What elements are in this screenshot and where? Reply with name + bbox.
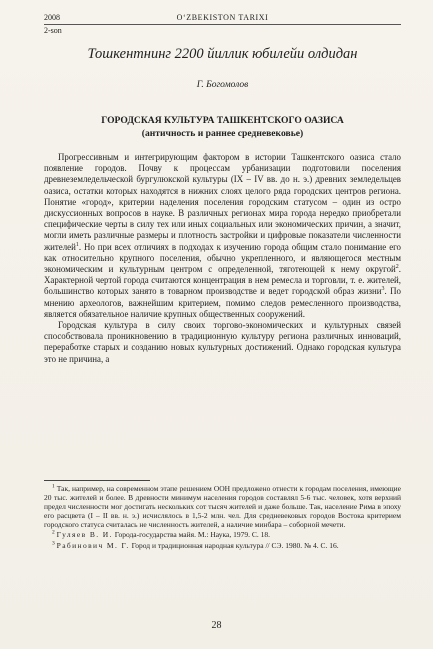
article-author: Г. Богомолов bbox=[196, 80, 249, 90]
footnote-3: $^3$ Рабинович М. Г. Город и традиционная народная культура // СЭ. 1980. № 4. С. 16. bbox=[52, 540, 339, 550]
footnote-3-author: Рабинович М. Г. bbox=[56, 540, 130, 550]
running-head bbox=[44, 13, 401, 25]
footnote-2-author: Гуляев В. И. bbox=[56, 530, 113, 540]
article-title bbox=[44, 114, 401, 140]
running-head-issue: 2-son bbox=[44, 26, 62, 35]
footnote-1: $^1$ Так, например, на современном этапе решением ООН предложено отнести к городам поселения, имеющие 20 тыс. жителей и более. В древности минимум населения городов составлял 5-6 тыс. человек, хотя верхний предел численности мог достигать нескольких сот тысяч жителей и даже больше. Так, население Рима в эпоху его расцвета (I – II вв. н. э.) исчислялось в 1,5-2 млн. чел. Для средневековых городов Востока критерием городского статуса считалась не численность жителей, а наличие минбара – соборной мечети. bbox=[44, 483, 401, 530]
article-body bbox=[44, 152, 401, 365]
footnote-ref-3[interactable]: 3 bbox=[381, 286, 385, 293]
section-title: Тошкентнинг 2200 йиллик юбилейи олдидан bbox=[87, 46, 358, 62]
footnote-divider bbox=[44, 480, 150, 481]
paragraph-2: Городская культура в силу своих торгово-экономических и культурных связей способствовала проникновению в традиционную культуру региона различных инноваций, переработке старых и созданию новых культурных достижений. Однако городская культура это не причина, а bbox=[44, 320, 401, 364]
article-title-main: ГОРОДСКАЯ КУЛЬТУРА ТАШКЕНТСКОГО ОАЗИСА bbox=[101, 115, 344, 126]
footnote-ref-1[interactable]: 1 bbox=[75, 241, 79, 248]
page-number: 28 bbox=[211, 620, 222, 631]
running-head-year: 2008 bbox=[44, 13, 60, 22]
footnote-2: $^2$ Гуляев В. И. Города-государства майя. М.: Наука, 1979. С. 18. bbox=[52, 529, 270, 540]
footnotes bbox=[44, 484, 401, 551]
paragraph-1: Прогрессивным и интегрирующим фактором в истории Ташкентского оазиса стало появление городов. Почву к процессам урбанизации подготовили поселения древнеземледельческой бургулюкской культуры (IX – IV вв. до н. э.) древних земледельцев оазиса, остатки которых находятся в нижних слоях целого ряда городских центров региона. Понятие «город», критерии наделения поселения городским статусом – один из остро дискуссионных вопросов в науке. В различных регионах мира города нередко приобретали специфические черты в силу тех или иных социальных или экономических причин, а значит, могли иметь различные размеры и плотность застройки и цифровые показатели численности жителей$^1$. Но при всех отличиях в подходах к изучению города общим стало понимание его как относительно крупного поселения, обычно укрепленного, и являющегося местным экономическим и культурным центром с определенной, тяготеющей к нему округой$^2$. Характерной чертой города считаются концентрация в нем ремесла и торговли, т. е. жителей, большинство которых занято в товарном производстве и ведет городской образ жизни$^3$. По мнению археологов, важнейшим критерием, помимо следов ремесленного производства, является обязательное наличие крупных общественных сооружений. bbox=[44, 152, 401, 319]
footnote-ref-2[interactable]: 2 bbox=[395, 264, 399, 271]
article-title-subtitle: (античность и раннее средневековье) bbox=[141, 128, 304, 139]
running-head-journal: O‘ZBEKISTON TARIXI bbox=[176, 13, 269, 22]
